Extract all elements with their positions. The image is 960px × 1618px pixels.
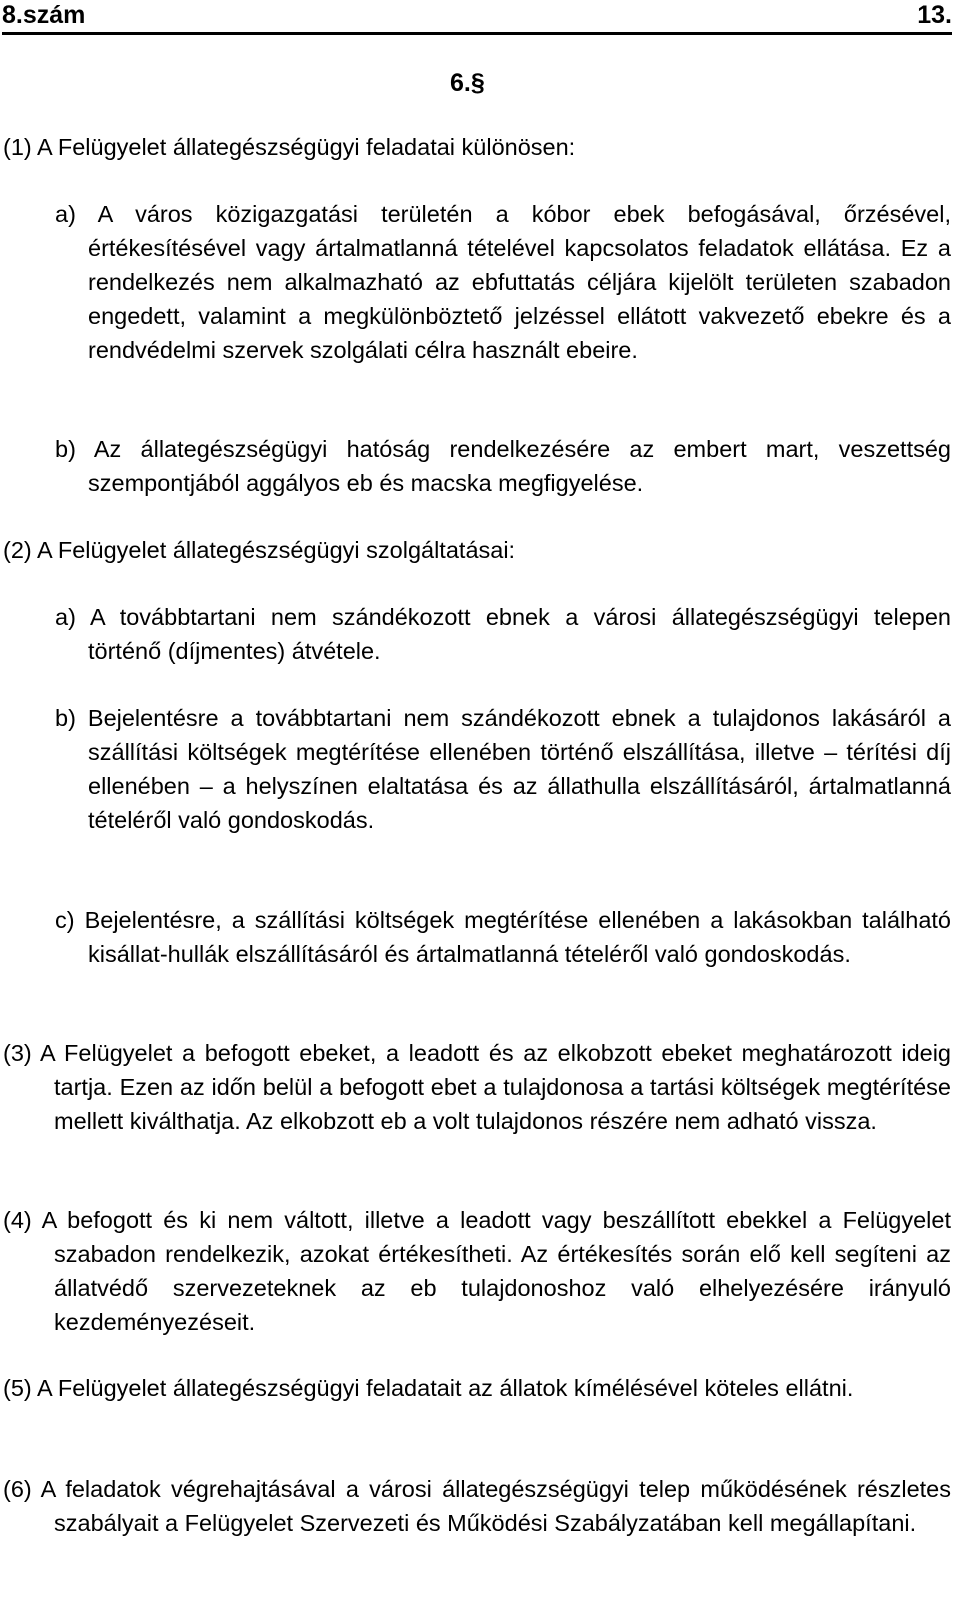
issue-number: 8.szám <box>2 1 86 29</box>
paragraph-3: (3) A Felügyelet a befogott ebeket, a leadott és az elkobzott ebeket meghatározott ideig tartja. Ezen az időn belül a befogott ebet a tulajdonosa a tartási költségek megtérítése mellett kiválthatja. Az elkobzott eb a volt tulajdonos részére nem adható vissza. <box>3 1040 951 1134</box>
paragraph-5: (5) A Felügyelet állategészségügyi feladatait az állatok kímélésével köteles ellátni. <box>3 1375 854 1401</box>
page-number: 13. <box>917 1 952 29</box>
paragraph-2-c: c) Bejelentésre, a szállítási költségek megtérítése ellenében a lakásokban található kisállat-hullák elszállításáról és ártalmatlanná tételéről való gondoskodás. <box>55 907 951 967</box>
paragraph-6: (6) A feladatok végrehajtásával a városi állategészségügyi telep működésének részletes szabályait a Felügyelet Szervezeti és Működési Szabályzatában kell megállapítani. <box>3 1476 951 1536</box>
paragraph-1-a: a) A város közigazgatási területén a kóbor ebek befogásával, őrzésével, értékesítésével vagy ártalmatlanná tételével kapcsolatos feladatok ellátása. Ez a rendelkezés nem alkalmazható az ebfuttatás céljára kijelölt területen szabadon engedett, valamint a megkülönböztető jelzéssel ellátott vakvezető ebekre és a rendvédelmi szervek szolgálati célra használt ebeire. <box>55 201 951 363</box>
paragraph-2-a: a) A továbbtartani nem szándékozott ebnek a városi állategészségügyi telepen történő (díjmentes) átvétele. <box>55 604 951 664</box>
paragraph-2: (2) A Felügyelet állategészségügyi szolgáltatásai: <box>3 537 516 563</box>
paragraph-2-b: b) Bejelentésre a továbbtartani nem szándékozott ebnek a tulajdonos lakásáról a szállítási költségek megtérítése ellenében történő elszállítása, illetve – térítési díj ellenében – a helyszínen elaltatása és az állathulla elszállításáról, ártalmatlanná tételéről való gondoskodás. <box>55 705 951 833</box>
paragraph-4: (4) A befogott és ki nem váltott, illetve a leadott vagy beszállított ebekkel a Felügyelet szabadon rendelkezik, azokat értékesítheti. Az értékesítés során elő kell segíteni az állatvédő szervezeteknek az eb tulajdonoshoz való elhelyezésére irányuló kezdeményezéseit. <box>3 1207 951 1335</box>
section-title: 6.§ <box>450 69 485 97</box>
paragraph-1: (1) A Felügyelet állategészségügyi feladatai különösen: <box>3 134 576 160</box>
paragraph-1-b: b) Az állategészségügyi hatóság rendelkezésére az embert mart, veszettség szempontjából aggályos eb és macska megfigyelése. <box>55 436 951 496</box>
page-header <box>2 0 952 35</box>
